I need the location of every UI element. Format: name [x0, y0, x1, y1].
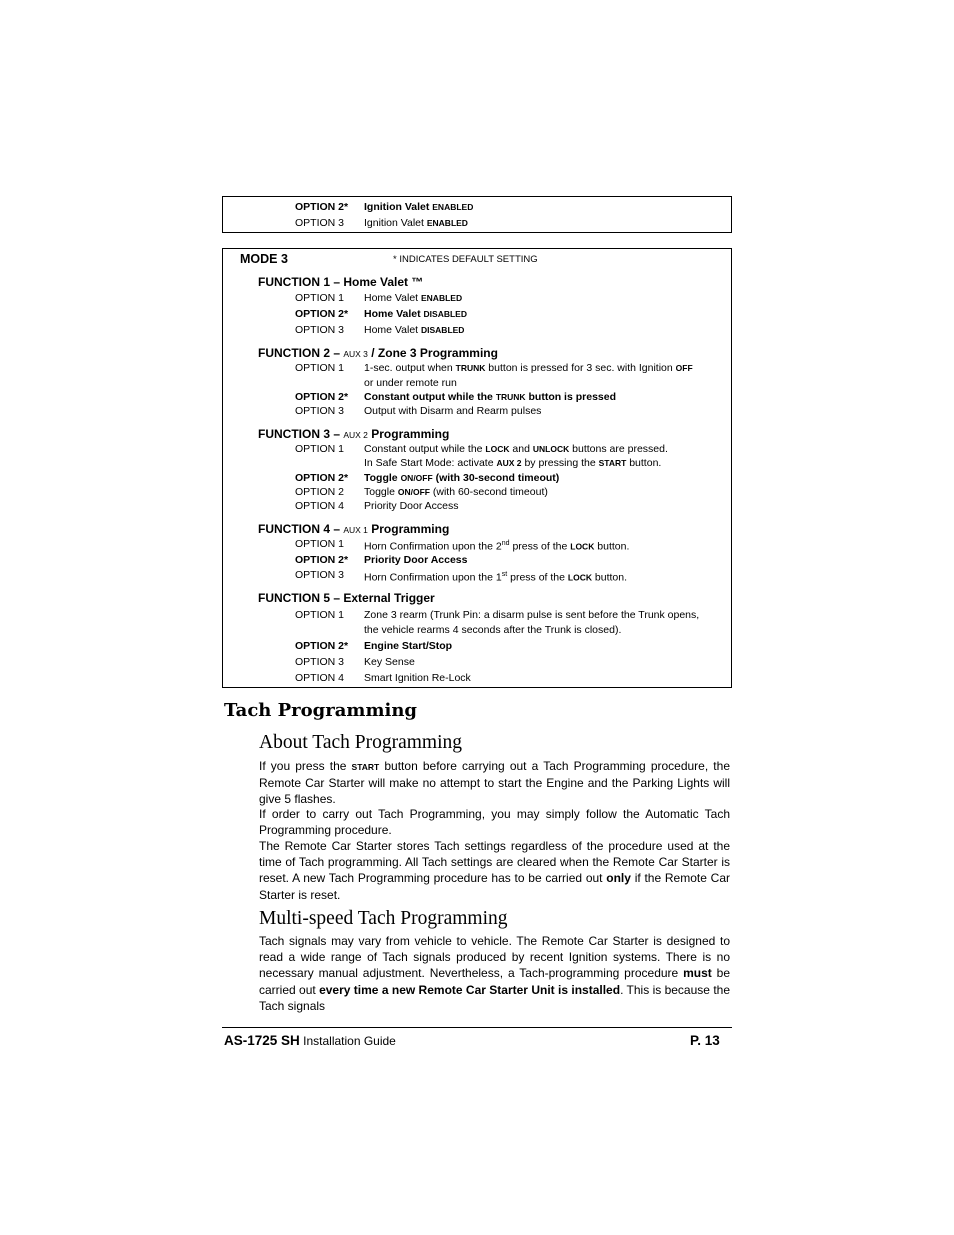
mode3-table: [222, 248, 732, 688]
option-label: OPTION 1: [295, 609, 345, 621]
option-description: Zone 3 rearm (Trunk Pin: a disarm pulse is sent before the Trunk opens,: [364, 609, 700, 621]
option-description: Output with Disarm and Rearm pulses: [364, 405, 542, 417]
option-label: OPTION 4: [295, 672, 345, 684]
function-1-title: FUNCTION 1 – Home Valet ™: [258, 275, 424, 289]
option-description: Home Valet DISABLED: [364, 308, 467, 320]
footer-divider: [222, 1027, 732, 1028]
option-table-continued: [222, 196, 732, 233]
page-number: P. 13: [690, 1033, 720, 1048]
paragraph-multi-1: Tach signals may vary from vehicle to vehicle. The Remote Car Starter is designed to read a wide range of Tach signals produced by recent Ignition systems. There is no necessary manual adjustment. Nevertheless, a Tach-programming procedure must be carried out every time a new Remote Car Starter Unit is installed. This is because the Tach signals: [259, 934, 730, 1013]
option-description: Priority Door Access: [364, 500, 459, 512]
subheading-multi-speed: Multi-speed Tach Programming: [259, 908, 508, 929]
option-label: OPTION 3: [295, 569, 345, 581]
option-label: OPTION 2*: [295, 554, 349, 566]
option-description: Home Valet ENABLED: [364, 292, 463, 304]
option-description-line2: or under remote run: [364, 377, 457, 389]
default-setting-note: * INDICATES DEFAULT SETTING: [393, 254, 538, 265]
option-description: Horn Confirmation upon the 2nd press of the LOCK button.: [364, 540, 630, 553]
option-label: OPTION 1: [295, 362, 345, 374]
option-description-line2: the vehicle rearms 4 seconds after the Trunk is closed).: [364, 624, 622, 636]
table-row: [223, 608, 731, 638]
subheading-about-tach: About Tach Programming: [259, 732, 462, 753]
option-description: Toggle ON/OFF (with 60-second timeout): [364, 486, 548, 498]
option-label: OPTION 2*: [295, 391, 349, 403]
option-label: OPTION 2*: [295, 201, 349, 213]
option-description: 1-sec. output when TRUNK button is pressed for 3 sec. with Ignition OFF: [364, 362, 693, 374]
option-description-line2: In Safe Start Mode: activate AUX 2 by pressing the START button.: [364, 457, 662, 469]
option-label: OPTION 3: [295, 217, 345, 229]
option-label: OPTION 1: [295, 292, 345, 304]
option-description: Engine Start/Stop: [364, 640, 453, 652]
option-description: Ignition Valet ENABLED: [364, 201, 474, 213]
option-label: OPTION 3: [295, 405, 345, 417]
option-label: OPTION 2*: [295, 472, 349, 484]
table-row: [223, 361, 731, 389]
option-label: OPTION 3: [295, 656, 345, 668]
option-description: Home Valet DISABLED: [364, 324, 465, 336]
mode-title: MODE 3: [240, 252, 288, 266]
function-3-title: FUNCTION 3 – AUX 2 Programming: [258, 427, 450, 441]
section-heading-tach-programming: Tach Programming: [224, 700, 418, 721]
function-5-title: FUNCTION 5 – External Trigger: [258, 591, 435, 605]
option-description: Constant output while the LOCK and UNLOCK buttons are pressed.: [364, 443, 668, 455]
paragraph-about-2: If order to carry out Tach Programming, you may simply follow the Automatic Tach Programming procedure.: [259, 807, 730, 838]
paragraph-about-3: The Remote Car Starter stores Tach settings regardless of the procedure used at the time of Tach programming. All Tach settings are cleared when the Remote Car Starter is reset. A new Tach Programming procedure has to be carried out only if the Remote Car Starter is reset.: [259, 839, 730, 902]
option-label: OPTION 2*: [295, 308, 349, 320]
option-description: Constant output while the TRUNK button is pressed: [364, 391, 617, 403]
footer-title: AS-1725 SH Installation Guide: [224, 1033, 396, 1048]
option-description: Ignition Valet ENABLED: [364, 217, 468, 229]
option-description: Key Sense: [364, 656, 415, 668]
option-label: OPTION 1: [295, 538, 345, 550]
option-label: OPTION 3: [295, 324, 345, 336]
option-description: Smart Ignition Re-Lock: [364, 672, 471, 684]
table-row: [223, 442, 731, 470]
option-label: OPTION 2: [295, 486, 345, 498]
paragraph-about-1: If you press the START button before carrying out a Tach Programming procedure, the Remote Car Starter will make no attempt to start the Engine and the Parking Lights will give 5 flashes.: [259, 759, 730, 807]
function-4-title: FUNCTION 4 – AUX 1 Programming: [258, 522, 450, 536]
option-label: OPTION 4: [295, 500, 345, 512]
option-description: Priority Door Access: [364, 554, 468, 566]
option-description: Toggle ON/OFF (with 30-second timeout): [364, 472, 560, 484]
option-label: OPTION 1: [295, 443, 345, 455]
option-description: Horn Confirmation upon the 1st press of the LOCK button.: [364, 571, 628, 584]
option-label: OPTION 2*: [295, 640, 349, 652]
function-2-title: FUNCTION 2 – AUX 3 / Zone 3 Programming: [258, 346, 498, 360]
